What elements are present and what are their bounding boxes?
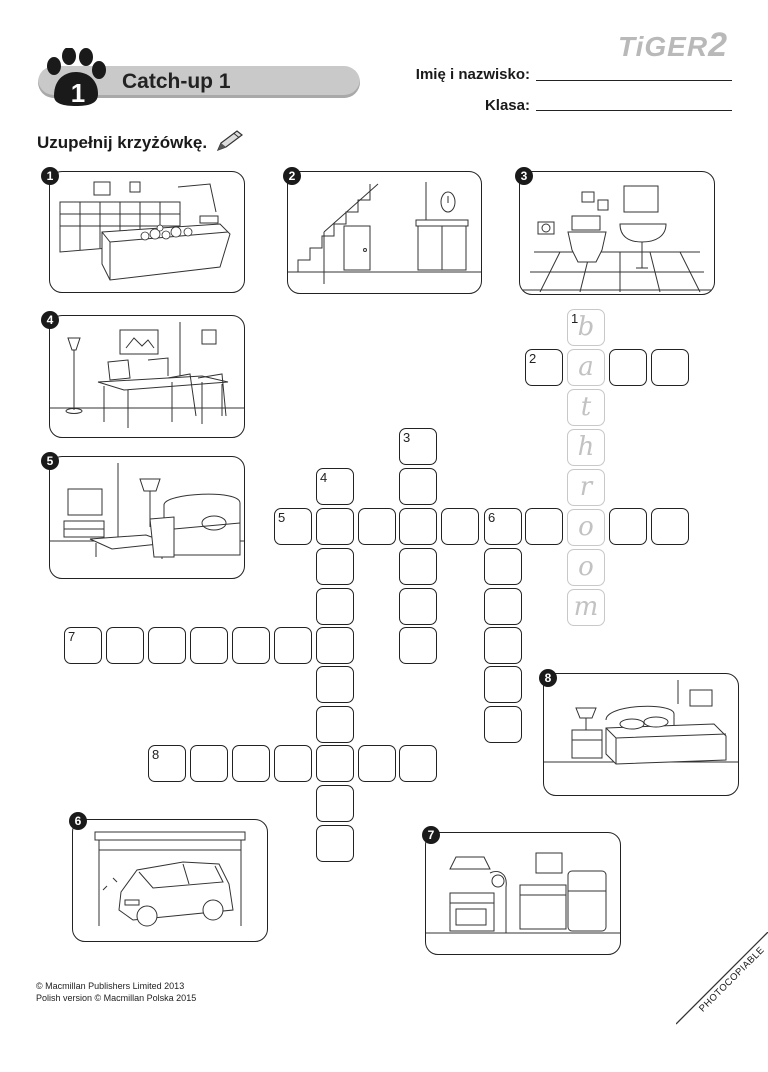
picture-4-dining-room [49, 315, 245, 438]
crossword-cell[interactable] [651, 349, 689, 386]
crossword-cell[interactable] [316, 627, 354, 664]
crossword-cell-example [567, 389, 605, 426]
crossword-cell[interactable] [441, 508, 479, 545]
class-label: Klasa: [484, 97, 530, 114]
crossword-cell[interactable] [609, 349, 647, 386]
crossword-cell[interactable] [316, 706, 354, 743]
picture-number-7: 7 [422, 826, 440, 844]
example-letter: t [580, 392, 592, 422]
crossword-cell[interactable] [525, 508, 563, 545]
crossword-cell[interactable] [651, 508, 689, 545]
stairs-icon [288, 172, 481, 293]
crossword-cell[interactable] [399, 468, 437, 505]
picture-5-living-room [49, 456, 245, 579]
living-room-icon [50, 457, 244, 578]
crossword-cell[interactable] [316, 508, 354, 545]
name-field[interactable] [536, 80, 732, 81]
copyright-line-1: © Macmillan Publishers Limited 2013 [36, 981, 185, 991]
crossword-cell[interactable] [274, 745, 312, 782]
example-letter: h [577, 432, 595, 462]
crossword-cell[interactable] [358, 508, 396, 545]
crossword-cell[interactable] [316, 548, 354, 585]
instruction-text: Uzupełnij krzyżówkę. [37, 133, 208, 152]
crossword-cell-example [567, 549, 605, 586]
crossword-cell[interactable] [484, 627, 522, 664]
pencil-icon [215, 130, 245, 152]
crossword-cell[interactable] [232, 627, 270, 664]
crossword-cell[interactable] [274, 627, 312, 664]
crossword-cell[interactable] [316, 785, 354, 822]
picture-7-kitchen [425, 832, 621, 955]
crossword-cell[interactable] [316, 588, 354, 625]
crossword-cell-example [567, 429, 605, 466]
brand-number: 2 [708, 26, 728, 64]
crossword-cell[interactable] [232, 745, 270, 782]
crossword-cell[interactable] [358, 745, 396, 782]
photocopiable-corner [676, 932, 768, 1072]
clue-number-4: 4 [320, 470, 328, 485]
page-title: Catch-up 1 [122, 70, 231, 93]
toilet-sink-icon [520, 172, 714, 294]
copyright-line-2: Polish version © Macmillan Polska 2015 [36, 993, 197, 1003]
crossword-cell[interactable] [484, 706, 522, 743]
crossword-cell[interactable] [399, 588, 437, 625]
crossword-cell-example [567, 349, 605, 386]
crossword-cell-example [567, 509, 605, 546]
garage-car-icon [73, 820, 267, 941]
kitchen-icon [426, 833, 620, 954]
name-label: Imię i nazwisko: [415, 66, 530, 83]
crossword-cell[interactable] [106, 627, 144, 664]
crossword-cell[interactable] [484, 548, 522, 585]
clue-number-1: 1 [571, 311, 579, 326]
picture-number-1: 1 [41, 167, 59, 185]
picture-2-hall [287, 171, 482, 294]
tiger-logo [618, 26, 728, 65]
crossword-cell-example [567, 589, 605, 626]
crossword-cell[interactable] [190, 745, 228, 782]
bedroom-icon [544, 674, 738, 795]
photocopiable-label: PHOTOCOPIABLE [697, 944, 767, 1015]
instruction [37, 130, 245, 153]
brand-name: TiGER [618, 31, 709, 62]
example-letter: o [578, 512, 594, 542]
crossword-cell[interactable] [316, 825, 354, 862]
clue-number-7: 7 [68, 629, 76, 644]
example-letter: a [578, 352, 594, 382]
example-letter: o [578, 552, 594, 582]
picture-8-bedroom [543, 673, 739, 796]
crossword-cell[interactable] [399, 745, 437, 782]
crossword-cell[interactable] [484, 666, 522, 703]
picture-number-2: 2 [283, 167, 301, 185]
clue-number-2: 2 [529, 351, 537, 366]
crossword-cell[interactable] [399, 627, 437, 664]
crossword-cell[interactable] [316, 745, 354, 782]
bathtub-icon [50, 172, 244, 292]
dining-room-icon [50, 316, 244, 437]
crossword-cell[interactable] [399, 548, 437, 585]
picture-number-3: 3 [515, 167, 533, 185]
picture-3-toilet [519, 171, 715, 295]
copyright [36, 980, 196, 1004]
clue-number-8: 8 [152, 747, 160, 762]
picture-number-5: 5 [41, 452, 59, 470]
clue-number-6: 6 [488, 510, 496, 525]
picture-number-6: 6 [69, 812, 87, 830]
crossword-cell[interactable] [484, 588, 522, 625]
picture-1-bathroom [49, 171, 245, 293]
clue-number-5: 5 [278, 510, 286, 525]
unit-number: 1 [70, 78, 86, 108]
example-letter: m [573, 592, 599, 622]
picture-6-garage [72, 819, 268, 942]
crossword-cell[interactable] [609, 508, 647, 545]
class-field[interactable] [536, 110, 732, 111]
picture-number-8: 8 [539, 669, 557, 687]
crossword-cell[interactable] [399, 508, 437, 545]
crossword-cell[interactable] [316, 666, 354, 703]
crossword-cell[interactable] [190, 627, 228, 664]
example-letter: b [577, 312, 595, 342]
crossword-cell[interactable] [148, 627, 186, 664]
clue-number-3: 3 [403, 430, 411, 445]
example-letter: r [579, 472, 593, 502]
picture-number-4: 4 [41, 311, 59, 329]
crossword-cell-example [567, 469, 605, 506]
